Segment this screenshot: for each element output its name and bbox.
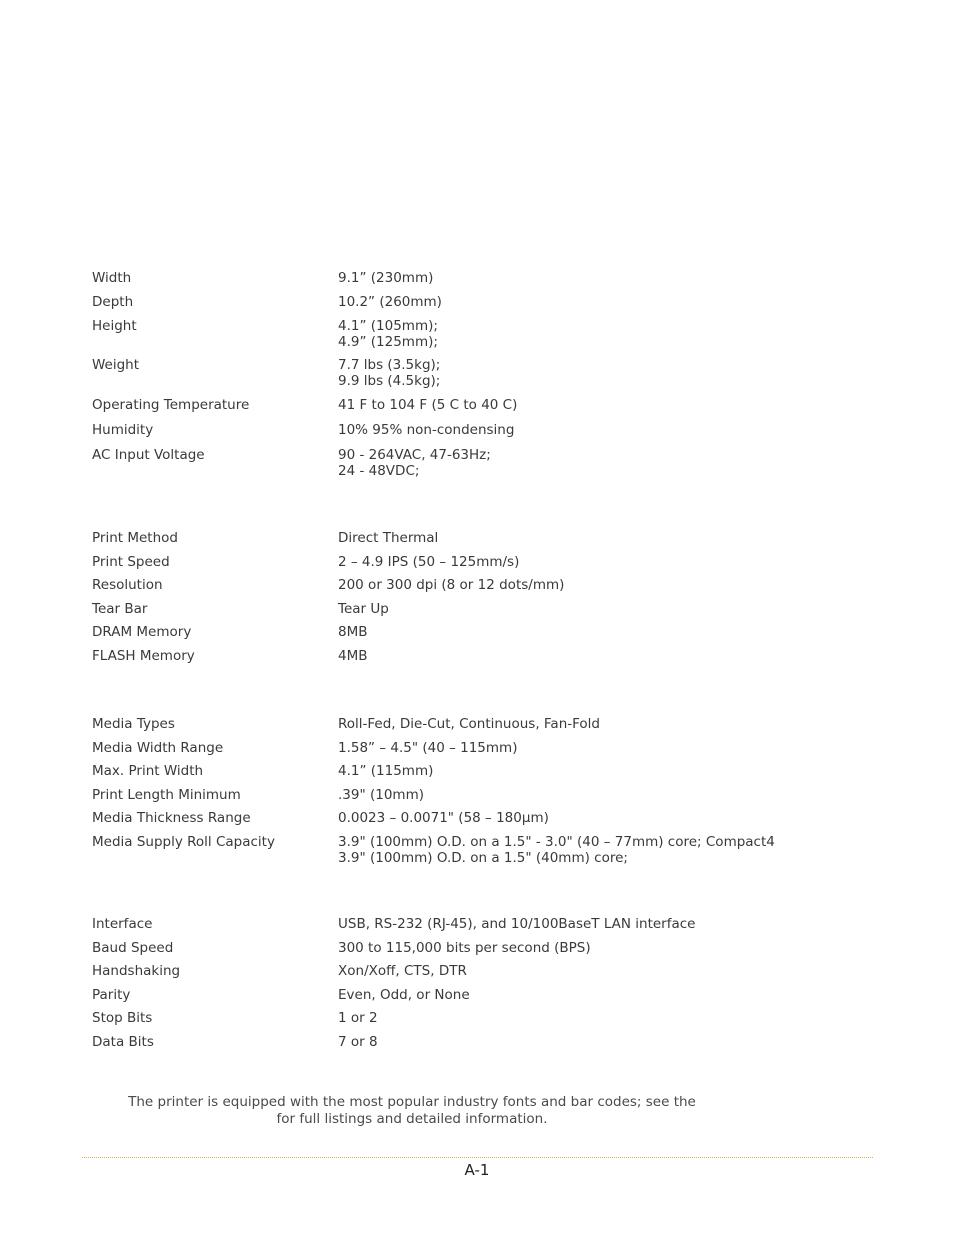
spec-value: 9.1” (230mm) (338, 270, 434, 286)
spec-row-tear-bar (92, 601, 872, 617)
spec-value: 10% 95% non-condensing (338, 422, 515, 438)
spec-value: 4.1” (115mm) (338, 763, 434, 779)
spec-row-data-bits (92, 1034, 872, 1050)
spec-label: Depth (92, 294, 134, 310)
spec-value: Tear Up (338, 600, 389, 617)
spec-value: 10.2” (260mm) (338, 294, 442, 310)
spec-row-baud-speed (92, 940, 872, 956)
spec-label: Stop Bits (92, 1010, 153, 1026)
spec-value: 200 or 300 dpi (8 or 12 dots/mm) (338, 577, 565, 593)
spec-label: Data Bits (92, 1033, 154, 1050)
spec-row-resolution (92, 577, 872, 593)
spec-value: 3.9" (100mm) O.D. on a 1.5" - 3.0" (40 – 77mm) core; Compact4 3.9" (100mm) O.D. on a 1.5" (40mm) core; (338, 833, 775, 866)
spec-value: USB, RS-232 (RJ-45), and 10/100BaseT LAN interface (338, 916, 696, 932)
spec-label: Tear Bar (92, 600, 148, 617)
spec-label: Humidity (92, 422, 154, 438)
physical-specs (92, 270, 872, 479)
fonts-note (92, 1094, 732, 1128)
spec-label: Interface (92, 916, 153, 932)
spec-row-parity (92, 987, 872, 1003)
fonts-note-line-1: The printer is equipped with the most popular industry fonts and bar codes; see the (128, 1094, 696, 1110)
page-number: A-1 (464, 1161, 490, 1179)
spec-row-width (92, 270, 872, 286)
spec-label: Print Method (92, 530, 178, 546)
spec-value: 2 – 4.9 IPS (50 – 125mm/s) (338, 553, 520, 570)
spec-label: Max. Print Width (92, 763, 204, 779)
spec-value: 4MB (338, 647, 368, 664)
spec-value: 7.7 lbs (3.5kg); 9.9 lbs (4.5kg); (338, 357, 441, 389)
spec-label: Width (92, 270, 132, 286)
spec-value: 0.0023 – 0.0071" (58 – 180µm) (338, 810, 549, 826)
spec-value: 1 or 2 (338, 1010, 378, 1026)
spec-row-print-length-minimum (92, 787, 872, 803)
spec-value: 300 to 115,000 bits per second (BPS) (338, 939, 591, 956)
spec-label: Baud Speed (92, 939, 174, 956)
spec-value: Xon/Xoff, CTS, DTR (338, 963, 467, 979)
spec-label: Height (92, 318, 137, 334)
spec-value: 8MB (338, 624, 368, 640)
spec-value: Direct Thermal (338, 530, 439, 546)
spec-row-flash-memory (92, 648, 872, 664)
spec-label: Operating Temperature (92, 397, 250, 413)
spec-label: Parity (92, 986, 131, 1003)
spec-value: .39" (10mm) (338, 786, 424, 803)
spec-label: Print Speed (92, 553, 170, 570)
spec-row-max-print-width (92, 763, 872, 779)
spec-row-print-speed (92, 554, 872, 570)
spec-label: AC Input Voltage (92, 447, 205, 463)
spec-label: FLASH Memory (92, 647, 195, 664)
spec-row-height (92, 318, 872, 350)
fonts-note-line-2: for full listings and detailed information. (276, 1111, 548, 1127)
spec-row-handshaking (92, 963, 872, 979)
spec-value: Even, Odd, or None (338, 986, 470, 1003)
spec-row-humidity (92, 422, 872, 438)
spec-row-depth (92, 294, 872, 310)
spec-label: Resolution (92, 577, 163, 593)
spec-row-media-supply-roll-capacity (92, 834, 872, 866)
spec-row-print-method (92, 530, 872, 546)
spec-label: Media Supply Roll Capacity (92, 833, 275, 850)
spec-label: Weight (92, 357, 140, 373)
spec-row-interface (92, 916, 872, 932)
spec-row-dram-memory (92, 624, 872, 640)
spec-value: 41 F to 104 F (5 C to 40 C) (338, 397, 518, 413)
spec-row-weight (92, 357, 872, 389)
spec-value: 90 - 264VAC, 47-63Hz; 24 - 48VDC; (338, 447, 491, 479)
spec-label: Media Types (92, 716, 175, 732)
spec-row-ac-input-voltage (92, 447, 872, 479)
spec-value: 4.1” (105mm); 4.9” (125mm); (338, 318, 438, 350)
spec-row-operating-temperature (92, 397, 872, 413)
communications-specs (92, 916, 872, 1050)
printing-specs (92, 530, 872, 664)
spec-label: Media Thickness Range (92, 810, 251, 826)
spec-label: DRAM Memory (92, 624, 192, 640)
spec-label: Print Length Minimum (92, 786, 241, 803)
spec-label: Media Width Range (92, 739, 224, 756)
footer-divider (82, 1157, 873, 1158)
spec-value: 1.58” – 4.5" (40 – 115mm) (338, 739, 518, 756)
spec-row-media-width-range (92, 740, 872, 756)
spec-row-media-types (92, 716, 872, 732)
spec-label: Handshaking (92, 963, 181, 979)
spec-value: 7 or 8 (338, 1033, 378, 1050)
spec-value: Roll-Fed, Die-Cut, Continuous, Fan-Fold (338, 716, 600, 732)
media-specs (92, 716, 872, 866)
spec-row-media-thickness-range (92, 810, 872, 826)
spec-row-stop-bits (92, 1010, 872, 1026)
